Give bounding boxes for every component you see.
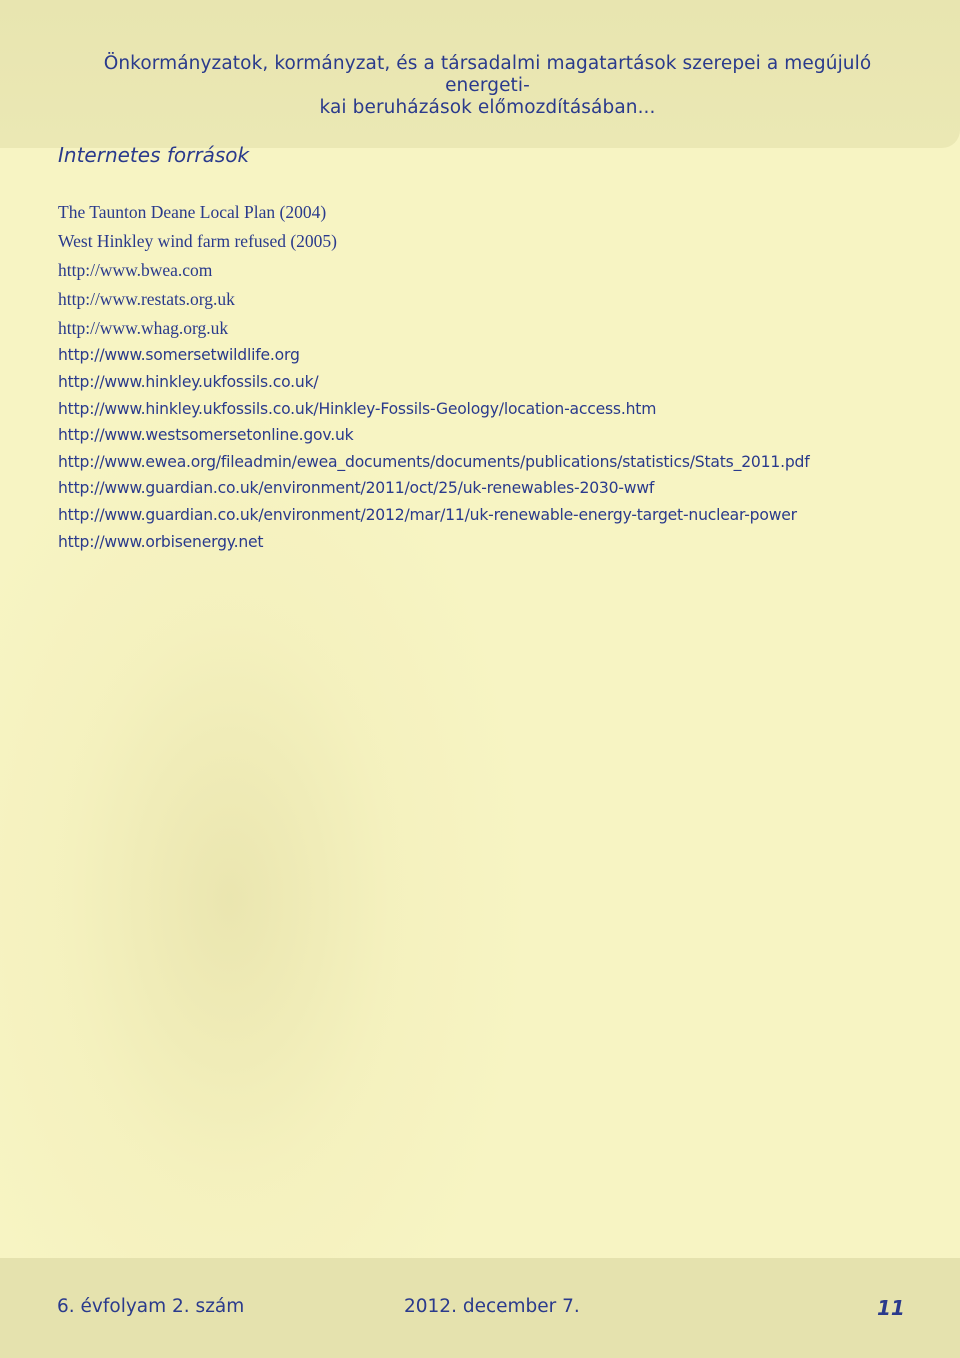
footer-issue: 6. évfolyam 2. szám — [57, 1296, 245, 1317]
reference-link[interactable]: http://www.guardian.co.uk/environment/2011/oct/25/uk-renewables-2030-wwf — [58, 479, 655, 497]
page-number: 11 — [877, 1296, 905, 1320]
header-title-line-2: kai beruházások előmozdításában... — [319, 97, 656, 118]
reference-item: The Taunton Deane Local Plan (2004) — [58, 202, 327, 222]
reference-link[interactable]: http://www.restats.org.uk — [58, 289, 235, 309]
reference-link[interactable]: http://www.somersetwildlife.org — [58, 346, 300, 364]
reference-link[interactable]: http://www.westsomersetonline.gov.uk — [58, 426, 354, 444]
reference-link[interactable]: http://www.bwea.com — [58, 260, 213, 280]
reference-link[interactable]: http://www.hinkley.ukfossils.co.uk/Hinkley-Fossils-Geology/location-access.htm — [58, 400, 657, 418]
running-header — [0, 0, 960, 148]
running-header-title — [60, 53, 915, 119]
reference-link[interactable]: http://www.orbisenergy.net — [58, 533, 264, 551]
reference-link[interactable]: http://www.hinkley.ukfossils.co.uk/ — [58, 373, 319, 391]
reference-link[interactable]: http://www.ewea.org/fileadmin/ewea_documents/documents/publications/statistics/Stats_2011.pdf — [58, 453, 810, 471]
reference-item: West Hinkley wind farm refused (2005) — [58, 231, 338, 251]
reference-link[interactable]: http://www.guardian.co.uk/environment/2012/mar/11/uk-renewable-energy-target-nuclear-power — [58, 506, 797, 524]
footer-date: 2012. december 7. — [404, 1296, 580, 1317]
reference-link[interactable]: http://www.whag.org.uk — [58, 318, 229, 338]
section-heading: Internetes források — [58, 143, 250, 167]
header-title-line-1: Önkormányzatok, kormányzat, és a társadalmi magatartások szerepei a megújuló energeti- — [103, 53, 872, 96]
